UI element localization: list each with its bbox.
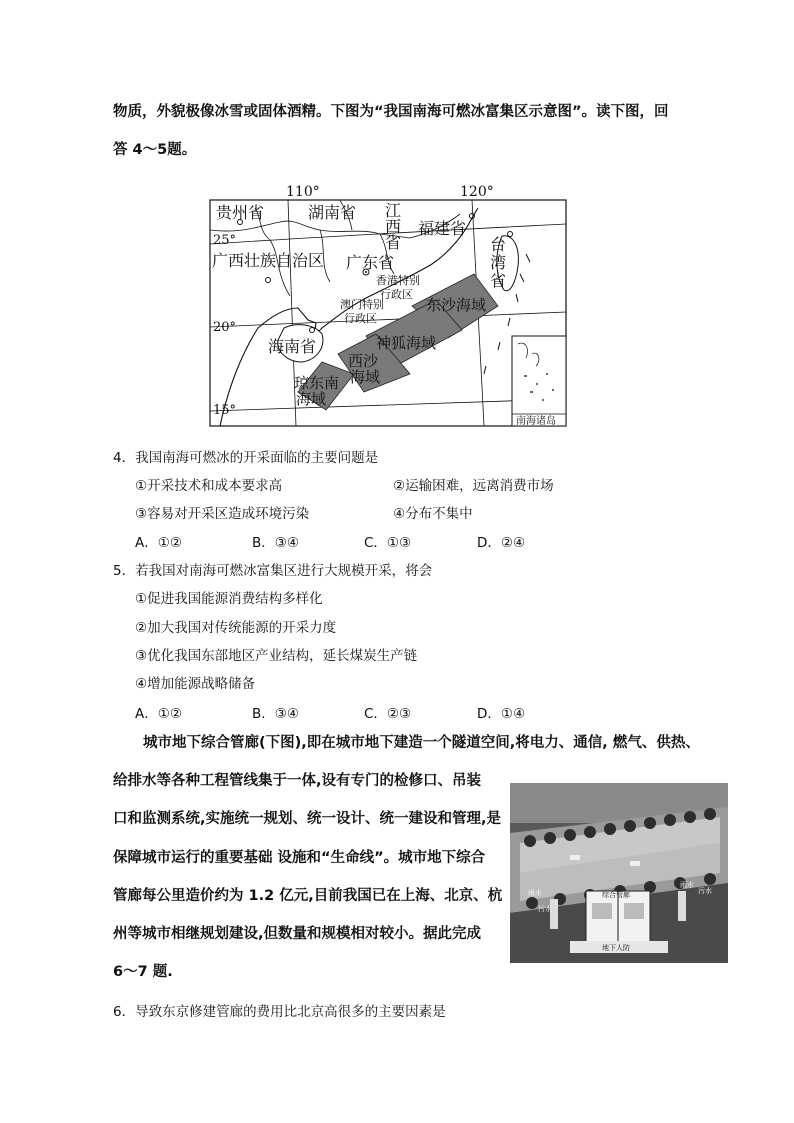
passage-line-6: 州等城市相继规划建设,但数量和规模相对较小。据此完成: [113, 926, 482, 942]
passage-line-2: 给排水等各种工程管线集于一体,设有专门的检修口、吊装: [113, 773, 482, 789]
q5-choice-a[interactable]: A．①②: [135, 706, 182, 722]
intro-line-2: 答 4～5题。: [113, 142, 197, 158]
label-guangxi: 广西壮族自治区: [212, 251, 325, 270]
q5-choice-c[interactable]: C．②③: [364, 706, 412, 722]
utility-tunnel-photo: [510, 783, 728, 963]
label-jiangxi-2: 西: [385, 217, 402, 236]
label-taiwan-3: 省: [490, 271, 507, 290]
label-qiongdongnan-2: 海域: [296, 390, 327, 408]
q4-choice-b[interactable]: B．③④: [252, 535, 299, 551]
q5-item-1: ①促进我国能源消费结构多样化: [135, 591, 323, 607]
label-shenhu: 神狐海域: [376, 334, 437, 352]
label-hunan: 湖南省: [308, 203, 357, 222]
q5-choice-b[interactable]: B．③④: [252, 706, 299, 722]
label-xisha-2: 海域: [350, 368, 381, 386]
passage-line-4: 保障城市运行的重要基础 设施和“生命线”。城市地下综合: [113, 850, 486, 866]
q4-choice-d[interactable]: D．②④: [477, 535, 526, 551]
label-macau-1: 澳门特别: [340, 298, 384, 311]
intro-line-1: 物质，外貌极像冰雪或固体酒精。下图为“我国南海可燃冰富集区示意图”。读下图，回: [113, 104, 669, 120]
label-taiwan-2: 湾: [490, 253, 507, 272]
south-china-sea-map: [180, 178, 600, 430]
label-inset: 南海诸岛: [516, 416, 556, 427]
photo-label-civil-defense: 地下人防: [602, 944, 630, 952]
label-qiongdongnan-1: 琼东南: [294, 374, 340, 392]
q4-choice-c[interactable]: C．①③: [364, 535, 412, 551]
q4-item-4: ④分布不集中: [393, 506, 473, 522]
photo-label-rain-left: 雨水: [528, 889, 542, 897]
label-jiangxi-1: 江: [385, 201, 402, 220]
q4-stem: 4．我国南海可燃冰的开采面临的主要问题是: [113, 450, 379, 466]
q5-stem: 5．若我国对南海可燃冰富集区进行大规模开采，将会: [113, 563, 433, 579]
label-dongsha: 东沙海域: [426, 296, 487, 314]
label-hk-2: 行政区: [380, 288, 413, 301]
q4-item-2: ②运输困难，远离消费市场: [393, 478, 554, 494]
q5-item-3: ③优化我国东部地区产业结构，延长煤炭生产链: [135, 648, 418, 664]
lon-label-120: 120°: [460, 184, 494, 200]
lat-label-25: 25°: [213, 233, 237, 248]
photo-label-tunnel: 综合管廊: [602, 891, 630, 899]
passage-line-1: 城市地下综合管廊(下图),即在城市地下建造一个隧道空间,将电力、通信, 燃气、供热、: [143, 735, 700, 751]
photo-label-rain-right: 雨水: [680, 881, 694, 889]
label-jiangxi-3: 省: [385, 233, 402, 252]
q5-item-2: ②加大我国对传统能源的开采力度: [135, 620, 337, 636]
lat-label-15: 15°: [213, 403, 237, 418]
q4-item-1: ①开采技术和成本要求高: [135, 478, 283, 494]
q4-choice-a[interactable]: A．①②: [135, 535, 182, 551]
label-hk-1: 香港特别: [376, 274, 420, 287]
label-xisha-1: 西沙: [348, 352, 379, 370]
photo-label-sewage-right: 污水: [698, 887, 712, 895]
label-taiwan-1: 台: [490, 235, 507, 254]
q5-choice-d[interactable]: D．①④: [477, 706, 526, 722]
label-guizhou: 贵州省: [216, 203, 265, 222]
label-macau-2: 行政区: [344, 312, 377, 325]
passage-line-5: 管廊每公里造价约为 1.2 亿元,目前我国已在上海、北京、杭: [113, 888, 503, 904]
q5-item-4: ④增加能源战略储备: [135, 676, 256, 692]
q4-item-3: ③容易对开采区造成环境污染: [135, 506, 310, 522]
lon-label-110: 110°: [286, 184, 320, 200]
label-guangdong: 广东省: [346, 253, 395, 272]
passage-line-3: 口和监测系统,实施统一规划、统一设计、统一建设和管理,是: [113, 811, 502, 827]
label-hainan: 海南省: [268, 337, 317, 356]
label-fujian: 福建省: [418, 219, 467, 238]
lat-label-20: 20°: [213, 320, 237, 335]
photo-label-sewage-left: 污水: [538, 905, 552, 913]
q6-stem: 6．导致东京修建管廊的费用比北京高很多的主要因素是: [113, 1004, 446, 1020]
passage-line-7: 6～7 题.: [113, 964, 173, 980]
